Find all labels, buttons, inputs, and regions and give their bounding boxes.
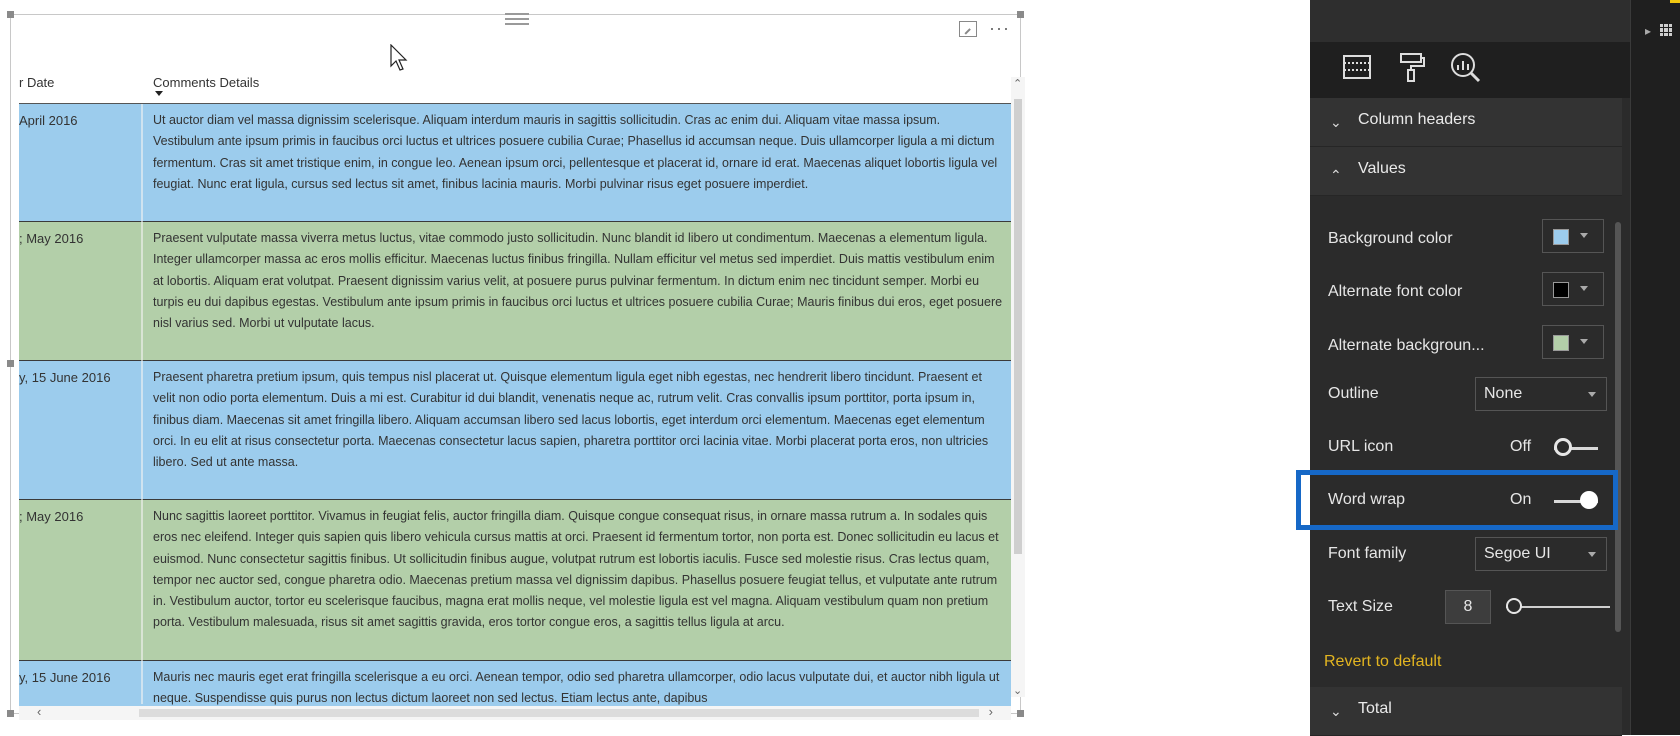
section-label: Total bbox=[1358, 700, 1392, 717]
table-row[interactable] bbox=[19, 500, 1011, 661]
pane-top-bar bbox=[1310, 0, 1630, 43]
date-cell: April 2016 bbox=[19, 113, 78, 128]
outline-select[interactable] bbox=[1475, 377, 1607, 411]
color-swatch bbox=[1553, 335, 1569, 351]
alternate-font-color-label: Alternate font color bbox=[1328, 283, 1463, 300]
focus-mode-icon[interactable] bbox=[959, 21, 977, 37]
comment-cell: Praesent pharetra pretium ipsum, quis tempus nisl placerat ut. Quisque elementum ligula eget nibh egestas, nec hendrerit libero tincidunt. Praesent et velit non odio porta elementum. Duis a mi est. Curabitur id dui blandit, venenatis neque ac, rutrum velit. Cras convallis ipsum porttitor, porta ipsum in, finibus diam. Maecenas sit amet fringilla libero. Aliquam accumsan libero sed lacus lobortis, eget interdum orci elementum. Maecenas eget elementum orci. In eu elit at risus consectetur porta. Maecenas consectetur lacus sapien, pharetra porttitor orci lacinia vitae. Morbi placerat porta eros, non ultricies libero. Sed ut ante massa. bbox=[153, 370, 989, 470]
font-family-select[interactable] bbox=[1475, 537, 1607, 571]
more-options-icon[interactable]: ··· bbox=[989, 18, 1010, 38]
mouse-cursor-icon bbox=[390, 44, 410, 72]
format-pane bbox=[1310, 0, 1630, 735]
section-total[interactable] bbox=[1310, 687, 1622, 736]
resize-handle-tr[interactable] bbox=[1017, 11, 1024, 18]
url-icon-label: URL icon bbox=[1328, 438, 1394, 455]
comment-cell: Nunc sagittis laoreet porttitor. Vivamus in feugiat felis, auctor fringilla diam. Quisque congue consequat risus, in ornare massa rutrum a. In sodales quis eros nec eleifend. Integer quis sapien quis libero vehicula cursus mattis at orci. Praesent id fermentum tortor, non porta est. Donec sollicitudin eu lacus et euismod. Nunc consectetur sagittis finibus. Ut sollicitudin finibus augue, volutpat rutrum est lobortis iaculis. Fusce sed molestie risus. Cras lectus quam, tempor nec auctor sed, congue pharetra odio. Maecenas pretium massa vel dignissim dapibus. Phasellus posuere feugiat tellus, et vulputate ante rutrum in. Vestibulum auctor, tortor eu scelerisque faucibus, magna erat mollis neque, vel molestie ligula est vel magna. Aliquam vestibulum quam non pretium porta. Vestibulum malesuada, risus sit amet sagittis gravida, eros tortor congue eros, a sagittis tellus ligula at arcu. bbox=[153, 509, 999, 630]
section-column-headers[interactable] bbox=[1310, 98, 1622, 147]
text-size-input[interactable]: 8 bbox=[1445, 590, 1491, 624]
expand-arrow-icon[interactable]: ▸ bbox=[1645, 24, 1652, 38]
color-swatch bbox=[1553, 282, 1569, 298]
horizontal-scrollbar[interactable] bbox=[19, 706, 1011, 720]
text-size-label: Text Size bbox=[1328, 598, 1393, 615]
horizontal-scroll-thumb[interactable] bbox=[139, 709, 979, 717]
chevron-down-icon bbox=[1588, 552, 1596, 557]
table-row[interactable] bbox=[19, 361, 1011, 500]
date-cell: ; May 2016 bbox=[19, 509, 84, 524]
table-grid-icon[interactable] bbox=[1660, 24, 1672, 36]
background-color-picker[interactable] bbox=[1542, 219, 1604, 253]
text-size-slider[interactable] bbox=[1506, 597, 1610, 617]
resize-handle-br[interactable] bbox=[1017, 710, 1024, 717]
section-values[interactable] bbox=[1310, 147, 1622, 196]
table-row[interactable] bbox=[19, 104, 1011, 222]
background-color-label: Background color bbox=[1328, 230, 1453, 247]
word-wrap-highlight-box bbox=[1296, 470, 1618, 530]
chevron-up-icon: ⌃ bbox=[1330, 167, 1342, 183]
column-headers bbox=[19, 59, 1011, 104]
format-paint-roller-icon[interactable] bbox=[1394, 50, 1428, 84]
comment-cell: Praesent vulputate massa viverra metus luctus, vitae commodo justo sollicitudin. Nunc blandit id libero ut condimentum. Maecenas a elementum ligula. Integer ullamcorper massa ac eros mollis efficitur. Maecenas luctus finibus fringilla. Nullam efficitur vel metus sed imperdiet. Duis mattis vestibulum enim at lobortis. Aliquam erat volutpat. Praesent dignissim varius velit, at posuere purus pulvinar fermentum. In dictum enim nec tincidunt semper. Morbi eu turpis eu dui dapibus egestas. Vestibulum ante ipsum primis in faucibus orci luctus et ultrices posuere cubilia Curae; Mauris finibus dui eros, eget posuere nisl varius sed. Morbi ut vulputate lacus. bbox=[153, 231, 1003, 331]
alternate-font-color-picker[interactable] bbox=[1542, 272, 1604, 306]
scroll-left-icon[interactable]: ‹ bbox=[37, 704, 42, 719]
fields-pane-collapsed bbox=[1630, 0, 1680, 735]
scroll-right-icon[interactable]: › bbox=[988, 704, 993, 719]
table-row[interactable] bbox=[19, 661, 1011, 706]
scroll-down-icon[interactable]: ⌄ bbox=[1013, 685, 1023, 697]
comment-cell: Mauris nec mauris eget erat fringilla scelerisque a eu orci. Aenean tempor, odio sed pharetra ullamcorper, odio lacus vulputate dui, et auctor nibh ligula ut neque. Suspendisse quis purus non lectus dictum laoreet non sed lectus. Etiam lectus ante, dapibus bbox=[153, 670, 1000, 706]
section-label: Values bbox=[1358, 160, 1406, 177]
word-wrap-label: Word wrap bbox=[1328, 491, 1406, 508]
revert-to-default-link[interactable]: Revert to default bbox=[1324, 653, 1442, 670]
resize-handle-tl[interactable] bbox=[7, 11, 14, 18]
alternate-background-picker[interactable] bbox=[1542, 325, 1604, 359]
scroll-up-icon[interactable]: ⌃ bbox=[1013, 78, 1023, 90]
chevron-down-icon bbox=[1580, 339, 1588, 344]
section-label: Column headers bbox=[1358, 111, 1476, 128]
url-icon-toggle[interactable] bbox=[1554, 437, 1598, 459]
drag-grip-icon[interactable] bbox=[505, 13, 529, 27]
column-divider bbox=[141, 104, 143, 704]
comment-cell: Ut auctor diam vel massa dignissim scelerisque. Aliquam interdum mauris in sagittis sollicitudin. Cras ac enim dui. Aliquam vitae massa ipsum. Vestibulum ante ipsum primis in faucibus orci luctus et ultrices posuere cubilia Curae; Phasellus id accumsan neque. Duis ullamcorper ligula a mi dictum fermentum. Cras sit amet tristique enim, in congue leo. Aenean ipsum orci, pellentesque et placerat id, ornare id erat. Maecenas aliquet lobortis ligula vel feugiat. Nunc erat ligula, cursus sed lectus sit amet, finibus lacinia mauris. Morbi pulvinar risus eget posuere imperdiet. bbox=[153, 113, 998, 191]
resize-handle-left[interactable] bbox=[7, 360, 14, 367]
date-cell: ; May 2016 bbox=[19, 231, 84, 246]
vertical-scrollbar[interactable] bbox=[1011, 77, 1025, 697]
pane-scrollbar[interactable] bbox=[1615, 222, 1621, 632]
table-row[interactable] bbox=[19, 222, 1011, 361]
date-cell: y, 15 June 2016 bbox=[19, 670, 111, 685]
color-swatch bbox=[1553, 229, 1569, 245]
column-header-comments[interactable]: Comments Details bbox=[153, 75, 260, 90]
sort-descending-icon bbox=[155, 91, 163, 96]
table-body bbox=[19, 104, 1011, 706]
column-header-date[interactable]: r Date bbox=[19, 75, 55, 90]
analytics-tab-icon[interactable] bbox=[1448, 50, 1482, 84]
chevron-down-icon bbox=[1588, 392, 1596, 397]
pane-tab-bar bbox=[1310, 42, 1630, 98]
vertical-scroll-thumb[interactable] bbox=[1014, 99, 1022, 554]
outline-label: Outline bbox=[1328, 385, 1379, 402]
fields-tab-icon[interactable] bbox=[1340, 50, 1374, 84]
date-cell: y, 15 June 2016 bbox=[19, 370, 111, 385]
chevron-down-icon bbox=[1580, 233, 1588, 238]
table-visual[interactable] bbox=[10, 14, 1023, 719]
resize-handle-bl[interactable] bbox=[7, 710, 14, 717]
alternate-background-label: Alternate backgroun... bbox=[1328, 337, 1485, 354]
chevron-down-icon: ⌄ bbox=[1330, 114, 1342, 130]
font-family-value: Segoe UI bbox=[1484, 545, 1551, 562]
chevron-down-icon: ⌄ bbox=[1330, 703, 1342, 719]
chevron-down-icon bbox=[1580, 286, 1588, 291]
outline-value: None bbox=[1484, 385, 1523, 402]
font-family-label: Font family bbox=[1328, 545, 1407, 562]
url-icon-state: Off bbox=[1510, 438, 1532, 455]
word-wrap-state: On bbox=[1510, 491, 1532, 508]
